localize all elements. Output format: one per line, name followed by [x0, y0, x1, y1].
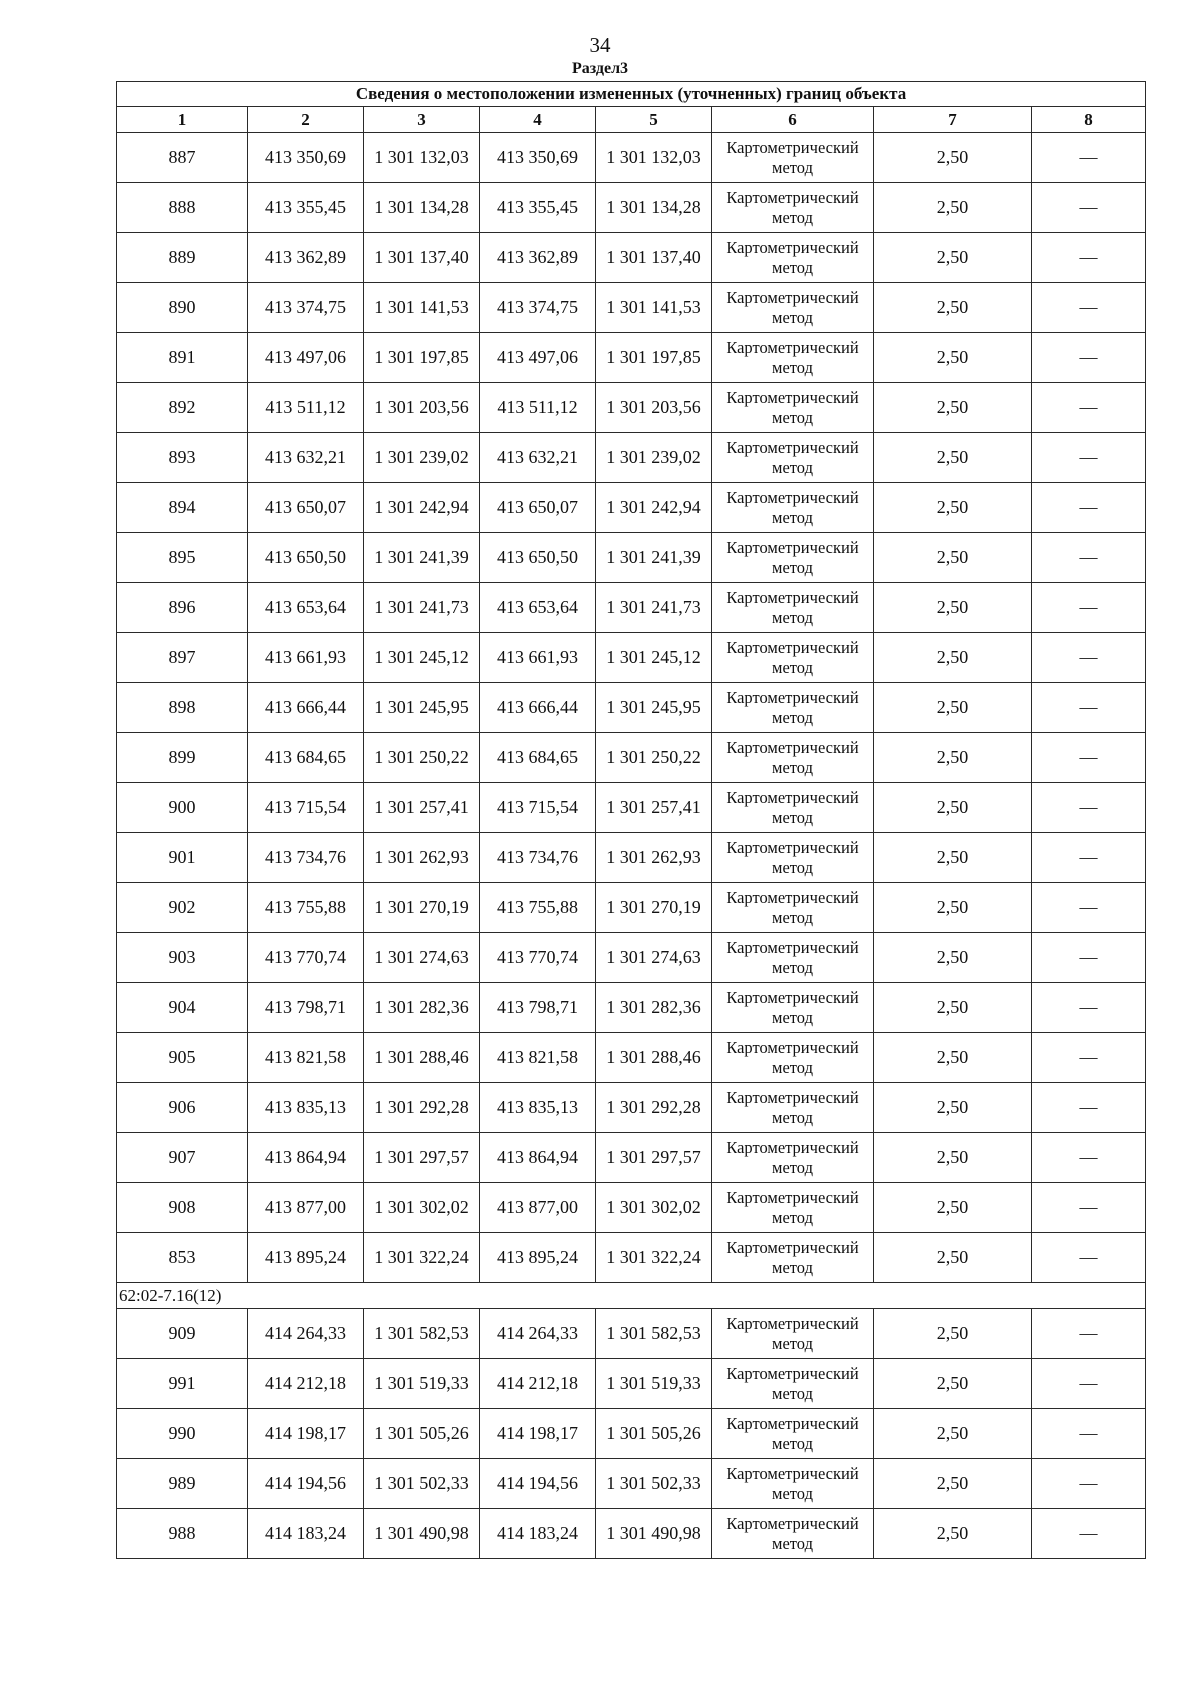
point-number-cell: 990: [117, 1409, 248, 1459]
existing-y-cell: 1 301 203,56: [364, 383, 480, 433]
existing-x-cell: 413 511,12: [248, 383, 364, 433]
point-number-cell: 887: [117, 133, 248, 183]
precision-cell: 2,50: [874, 233, 1032, 283]
point-number-cell: 888: [117, 183, 248, 233]
existing-x-cell: 414 212,18: [248, 1359, 364, 1409]
refined-x-cell: 413 877,00: [480, 1183, 596, 1233]
precision-cell: 2,50: [874, 283, 1032, 333]
existing-x-cell: 413 835,13: [248, 1083, 364, 1133]
description-cell: —: [1032, 283, 1146, 333]
precision-cell: 2,50: [874, 1133, 1032, 1183]
refined-y-cell: 1 301 132,03: [596, 133, 712, 183]
refined-x-cell: 413 632,21: [480, 433, 596, 483]
refined-x-cell: 413 650,50: [480, 533, 596, 583]
table-row: [117, 233, 1146, 283]
precision-cell: 2,50: [874, 1083, 1032, 1133]
description-cell: —: [1032, 433, 1146, 483]
point-number-cell: 904: [117, 983, 248, 1033]
refined-y-cell: 1 301 282,36: [596, 983, 712, 1033]
refined-y-cell: 1 301 241,73: [596, 583, 712, 633]
table-row: [117, 1183, 1146, 1233]
precision-cell: 2,50: [874, 1033, 1032, 1083]
existing-x-cell: 413 661,93: [248, 633, 364, 683]
existing-x-cell: 413 864,94: [248, 1133, 364, 1183]
existing-y-cell: 1 301 242,94: [364, 483, 480, 533]
section-title: Раздел3: [571, 60, 629, 77]
refined-x-cell: 414 212,18: [480, 1359, 596, 1409]
method-cell: Картометрический метод: [712, 1133, 874, 1183]
column-number: 8: [1032, 107, 1146, 133]
point-number-cell: 988: [117, 1509, 248, 1559]
description-cell: —: [1032, 1033, 1146, 1083]
existing-x-cell: 413 895,24: [248, 1233, 364, 1283]
method-cell: Картометрический метод: [712, 233, 874, 283]
existing-x-cell: 413 632,21: [248, 433, 364, 483]
precision-cell: 2,50: [874, 383, 1032, 433]
column-number-row: [117, 107, 1146, 133]
method-cell: Картометрический метод: [712, 983, 874, 1033]
point-number-cell: 902: [117, 883, 248, 933]
existing-x-cell: 414 264,33: [248, 1309, 364, 1359]
page-number: 34: [589, 33, 611, 57]
precision-cell: 2,50: [874, 833, 1032, 883]
existing-y-cell: 1 301 270,19: [364, 883, 480, 933]
method-cell: Картометрический метод: [712, 433, 874, 483]
precision-cell: 2,50: [874, 183, 1032, 233]
description-cell: —: [1032, 733, 1146, 783]
point-number-cell: 853: [117, 1233, 248, 1283]
table-row: [117, 983, 1146, 1033]
refined-y-cell: 1 301 322,24: [596, 1233, 712, 1283]
existing-x-cell: 413 715,54: [248, 783, 364, 833]
existing-x-cell: 413 650,07: [248, 483, 364, 533]
method-cell: Картометрический метод: [712, 1509, 874, 1559]
existing-y-cell: 1 301 141,53: [364, 283, 480, 333]
existing-y-cell: 1 301 322,24: [364, 1233, 480, 1283]
existing-x-cell: 413 374,75: [248, 283, 364, 333]
existing-y-cell: 1 301 288,46: [364, 1033, 480, 1083]
column-number: 4: [480, 107, 596, 133]
table-caption: Сведения о местоположении измененных (уточненных) границ объекта: [117, 82, 1146, 107]
table-row: [117, 1459, 1146, 1509]
existing-y-cell: 1 301 137,40: [364, 233, 480, 283]
refined-x-cell: 414 194,56: [480, 1459, 596, 1509]
description-cell: —: [1032, 1509, 1146, 1559]
group-label-row: [117, 1283, 1146, 1309]
table-row: [117, 383, 1146, 433]
refined-x-cell: 413 715,54: [480, 783, 596, 833]
method-cell: Картометрический метод: [712, 1183, 874, 1233]
refined-y-cell: 1 301 137,40: [596, 233, 712, 283]
method-cell: Картометрический метод: [712, 1409, 874, 1459]
precision-cell: 2,50: [874, 583, 1032, 633]
existing-y-cell: 1 301 297,57: [364, 1133, 480, 1183]
description-cell: —: [1032, 783, 1146, 833]
existing-x-cell: 413 734,76: [248, 833, 364, 883]
point-number-cell: 896: [117, 583, 248, 633]
description-cell: —: [1032, 1459, 1146, 1509]
table-row: [117, 483, 1146, 533]
refined-x-cell: 413 350,69: [480, 133, 596, 183]
refined-x-cell: 414 183,24: [480, 1509, 596, 1559]
existing-x-cell: 413 350,69: [248, 133, 364, 183]
table-row: [117, 1409, 1146, 1459]
refined-x-cell: 413 835,13: [480, 1083, 596, 1133]
table-row: [117, 283, 1146, 333]
table-row: [117, 933, 1146, 983]
table-row: [117, 883, 1146, 933]
description-cell: —: [1032, 883, 1146, 933]
description-cell: —: [1032, 533, 1146, 583]
existing-y-cell: 1 301 250,22: [364, 733, 480, 783]
refined-x-cell: 413 798,71: [480, 983, 596, 1033]
point-number-cell: 898: [117, 683, 248, 733]
existing-y-cell: 1 301 262,93: [364, 833, 480, 883]
table-row: [117, 1309, 1146, 1359]
precision-cell: 2,50: [874, 983, 1032, 1033]
existing-x-cell: 414 183,24: [248, 1509, 364, 1559]
description-cell: —: [1032, 1359, 1146, 1409]
refined-x-cell: 413 755,88: [480, 883, 596, 933]
existing-x-cell: 413 653,64: [248, 583, 364, 633]
refined-y-cell: 1 301 490,98: [596, 1509, 712, 1559]
method-cell: Картометрический метод: [712, 483, 874, 533]
refined-y-cell: 1 301 502,33: [596, 1459, 712, 1509]
precision-cell: 2,50: [874, 1409, 1032, 1459]
refined-x-cell: 413 355,45: [480, 183, 596, 233]
refined-y-cell: 1 301 270,19: [596, 883, 712, 933]
point-number-cell: 894: [117, 483, 248, 533]
description-cell: —: [1032, 1309, 1146, 1359]
method-cell: Картометрический метод: [712, 833, 874, 883]
precision-cell: 2,50: [874, 733, 1032, 783]
point-number-cell: 891: [117, 333, 248, 383]
table-row: [117, 1233, 1146, 1283]
refined-x-cell: 413 650,07: [480, 483, 596, 533]
table-row: [117, 633, 1146, 683]
refined-y-cell: 1 301 302,02: [596, 1183, 712, 1233]
description-cell: —: [1032, 133, 1146, 183]
refined-y-cell: 1 301 519,33: [596, 1359, 712, 1409]
precision-cell: 2,50: [874, 883, 1032, 933]
refined-y-cell: 1 301 197,85: [596, 333, 712, 383]
refined-x-cell: 413 497,06: [480, 333, 596, 383]
precision-cell: 2,50: [874, 533, 1032, 583]
refined-x-cell: 414 264,33: [480, 1309, 596, 1359]
existing-y-cell: 1 301 241,39: [364, 533, 480, 583]
point-number-cell: 907: [117, 1133, 248, 1183]
refined-y-cell: 1 301 505,26: [596, 1409, 712, 1459]
method-cell: Картометрический метод: [712, 183, 874, 233]
point-number-cell: 906: [117, 1083, 248, 1133]
existing-y-cell: 1 301 292,28: [364, 1083, 480, 1133]
description-cell: —: [1032, 1083, 1146, 1133]
precision-cell: 2,50: [874, 1309, 1032, 1359]
precision-cell: 2,50: [874, 783, 1032, 833]
existing-y-cell: 1 301 302,02: [364, 1183, 480, 1233]
existing-y-cell: 1 301 505,26: [364, 1409, 480, 1459]
description-cell: —: [1032, 483, 1146, 533]
existing-y-cell: 1 301 239,02: [364, 433, 480, 483]
refined-y-cell: 1 301 245,95: [596, 683, 712, 733]
existing-x-cell: 413 684,65: [248, 733, 364, 783]
existing-y-cell: 1 301 134,28: [364, 183, 480, 233]
refined-x-cell: 413 684,65: [480, 733, 596, 783]
point-number-cell: 903: [117, 933, 248, 983]
existing-x-cell: 413 877,00: [248, 1183, 364, 1233]
column-number: 1: [117, 107, 248, 133]
method-cell: Картометрический метод: [712, 1309, 874, 1359]
description-cell: —: [1032, 1233, 1146, 1283]
description-cell: —: [1032, 983, 1146, 1033]
method-cell: Картометрический метод: [712, 783, 874, 833]
column-number: 2: [248, 107, 364, 133]
existing-x-cell: 414 194,56: [248, 1459, 364, 1509]
refined-y-cell: 1 301 292,28: [596, 1083, 712, 1133]
existing-x-cell: 413 650,50: [248, 533, 364, 583]
table-header: [117, 82, 1146, 133]
existing-x-cell: 413 755,88: [248, 883, 364, 933]
description-cell: —: [1032, 633, 1146, 683]
table-row: [117, 733, 1146, 783]
existing-x-cell: 413 770,74: [248, 933, 364, 983]
description-cell: —: [1032, 1133, 1146, 1183]
refined-x-cell: 413 511,12: [480, 383, 596, 433]
refined-x-cell: 413 895,24: [480, 1233, 596, 1283]
refined-y-cell: 1 301 242,94: [596, 483, 712, 533]
precision-cell: 2,50: [874, 683, 1032, 733]
refined-x-cell: 413 661,93: [480, 633, 596, 683]
refined-y-cell: 1 301 239,02: [596, 433, 712, 483]
method-cell: Картометрический метод: [712, 1233, 874, 1283]
table-row: [117, 433, 1146, 483]
existing-y-cell: 1 301 241,73: [364, 583, 480, 633]
description-cell: —: [1032, 1183, 1146, 1233]
table-row: [117, 683, 1146, 733]
description-cell: —: [1032, 933, 1146, 983]
point-number-cell: 901: [117, 833, 248, 883]
existing-y-cell: 1 301 490,98: [364, 1509, 480, 1559]
existing-x-cell: 413 666,44: [248, 683, 364, 733]
description-cell: —: [1032, 1409, 1146, 1459]
point-number-cell: 909: [117, 1309, 248, 1359]
existing-y-cell: 1 301 245,12: [364, 633, 480, 683]
column-number: 5: [596, 107, 712, 133]
existing-x-cell: 413 362,89: [248, 233, 364, 283]
table-row: [117, 133, 1146, 183]
existing-y-cell: 1 301 245,95: [364, 683, 480, 733]
column-number: 3: [364, 107, 480, 133]
refined-y-cell: 1 301 297,57: [596, 1133, 712, 1183]
refined-y-cell: 1 301 288,46: [596, 1033, 712, 1083]
method-cell: Картометрический метод: [712, 533, 874, 583]
existing-y-cell: 1 301 274,63: [364, 933, 480, 983]
point-number-cell: 908: [117, 1183, 248, 1233]
table-row: [117, 833, 1146, 883]
precision-cell: 2,50: [874, 1359, 1032, 1409]
point-number-cell: 897: [117, 633, 248, 683]
refined-x-cell: 413 653,64: [480, 583, 596, 633]
refined-x-cell: 413 770,74: [480, 933, 596, 983]
point-number-cell: 892: [117, 383, 248, 433]
table-row: [117, 1133, 1146, 1183]
existing-y-cell: 1 301 197,85: [364, 333, 480, 383]
method-cell: Картометрический метод: [712, 583, 874, 633]
method-cell: Картометрический метод: [712, 683, 874, 733]
method-cell: Картометрический метод: [712, 883, 874, 933]
table-row: [117, 333, 1146, 383]
table-row: [117, 583, 1146, 633]
point-number-cell: 889: [117, 233, 248, 283]
group-label: 62:02-7.16(12): [117, 1283, 1146, 1309]
method-cell: Картометрический метод: [712, 733, 874, 783]
existing-y-cell: 1 301 582,53: [364, 1309, 480, 1359]
precision-cell: 2,50: [874, 1183, 1032, 1233]
description-cell: —: [1032, 183, 1146, 233]
existing-x-cell: 413 821,58: [248, 1033, 364, 1083]
method-cell: Картометрический метод: [712, 1033, 874, 1083]
method-cell: Картометрический метод: [712, 283, 874, 333]
refined-x-cell: 413 362,89: [480, 233, 596, 283]
point-number-cell: 899: [117, 733, 248, 783]
table-row: [117, 1083, 1146, 1133]
refined-y-cell: 1 301 245,12: [596, 633, 712, 683]
method-cell: Картометрический метод: [712, 1083, 874, 1133]
refined-x-cell: 413 666,44: [480, 683, 596, 733]
existing-y-cell: 1 301 282,36: [364, 983, 480, 1033]
precision-cell: 2,50: [874, 933, 1032, 983]
existing-y-cell: 1 301 132,03: [364, 133, 480, 183]
method-cell: Картометрический метод: [712, 383, 874, 433]
description-cell: —: [1032, 383, 1146, 433]
point-number-cell: 905: [117, 1033, 248, 1083]
point-number-cell: 893: [117, 433, 248, 483]
method-cell: Картометрический метод: [712, 1459, 874, 1509]
precision-cell: 2,50: [874, 333, 1032, 383]
description-cell: —: [1032, 683, 1146, 733]
existing-x-cell: 414 198,17: [248, 1409, 364, 1459]
point-number-cell: 900: [117, 783, 248, 833]
existing-y-cell: 1 301 519,33: [364, 1359, 480, 1409]
description-cell: —: [1032, 833, 1146, 883]
existing-x-cell: 413 798,71: [248, 983, 364, 1033]
description-cell: —: [1032, 333, 1146, 383]
table-row: [117, 533, 1146, 583]
refined-y-cell: 1 301 262,93: [596, 833, 712, 883]
existing-y-cell: 1 301 502,33: [364, 1459, 480, 1509]
refined-y-cell: 1 301 250,22: [596, 733, 712, 783]
table-row: [117, 183, 1146, 233]
refined-y-cell: 1 301 274,63: [596, 933, 712, 983]
precision-cell: 2,50: [874, 633, 1032, 683]
point-number-cell: 991: [117, 1359, 248, 1409]
method-cell: Картометрический метод: [712, 933, 874, 983]
existing-x-cell: 413 355,45: [248, 183, 364, 233]
refined-x-cell: 413 821,58: [480, 1033, 596, 1083]
table-body: [117, 133, 1146, 1559]
refined-y-cell: 1 301 241,39: [596, 533, 712, 583]
column-number: 7: [874, 107, 1032, 133]
refined-y-cell: 1 301 203,56: [596, 383, 712, 433]
column-number: 6: [712, 107, 874, 133]
point-number-cell: 890: [117, 283, 248, 333]
table-row: [117, 1033, 1146, 1083]
precision-cell: 2,50: [874, 1459, 1032, 1509]
refined-y-cell: 1 301 582,53: [596, 1309, 712, 1359]
precision-cell: 2,50: [874, 433, 1032, 483]
table-row: [117, 1509, 1146, 1559]
method-cell: Картометрический метод: [712, 333, 874, 383]
precision-cell: 2,50: [874, 483, 1032, 533]
method-cell: Картометрический метод: [712, 1359, 874, 1409]
refined-x-cell: 414 198,17: [480, 1409, 596, 1459]
description-cell: —: [1032, 583, 1146, 633]
table-row: [117, 783, 1146, 833]
refined-x-cell: 413 734,76: [480, 833, 596, 883]
method-cell: Картометрический метод: [712, 133, 874, 183]
precision-cell: 2,50: [874, 133, 1032, 183]
existing-y-cell: 1 301 257,41: [364, 783, 480, 833]
description-cell: —: [1032, 233, 1146, 283]
precision-cell: 2,50: [874, 1233, 1032, 1283]
point-number-cell: 989: [117, 1459, 248, 1509]
table-row: [117, 1359, 1146, 1409]
precision-cell: 2,50: [874, 1509, 1032, 1559]
method-cell: Картометрический метод: [712, 633, 874, 683]
boundary-coordinates-table: [116, 81, 1146, 1559]
point-number-cell: 895: [117, 533, 248, 583]
refined-x-cell: 413 864,94: [480, 1133, 596, 1183]
refined-y-cell: 1 301 141,53: [596, 283, 712, 333]
refined-y-cell: 1 301 134,28: [596, 183, 712, 233]
refined-x-cell: 413 374,75: [480, 283, 596, 333]
refined-y-cell: 1 301 257,41: [596, 783, 712, 833]
existing-x-cell: 413 497,06: [248, 333, 364, 383]
